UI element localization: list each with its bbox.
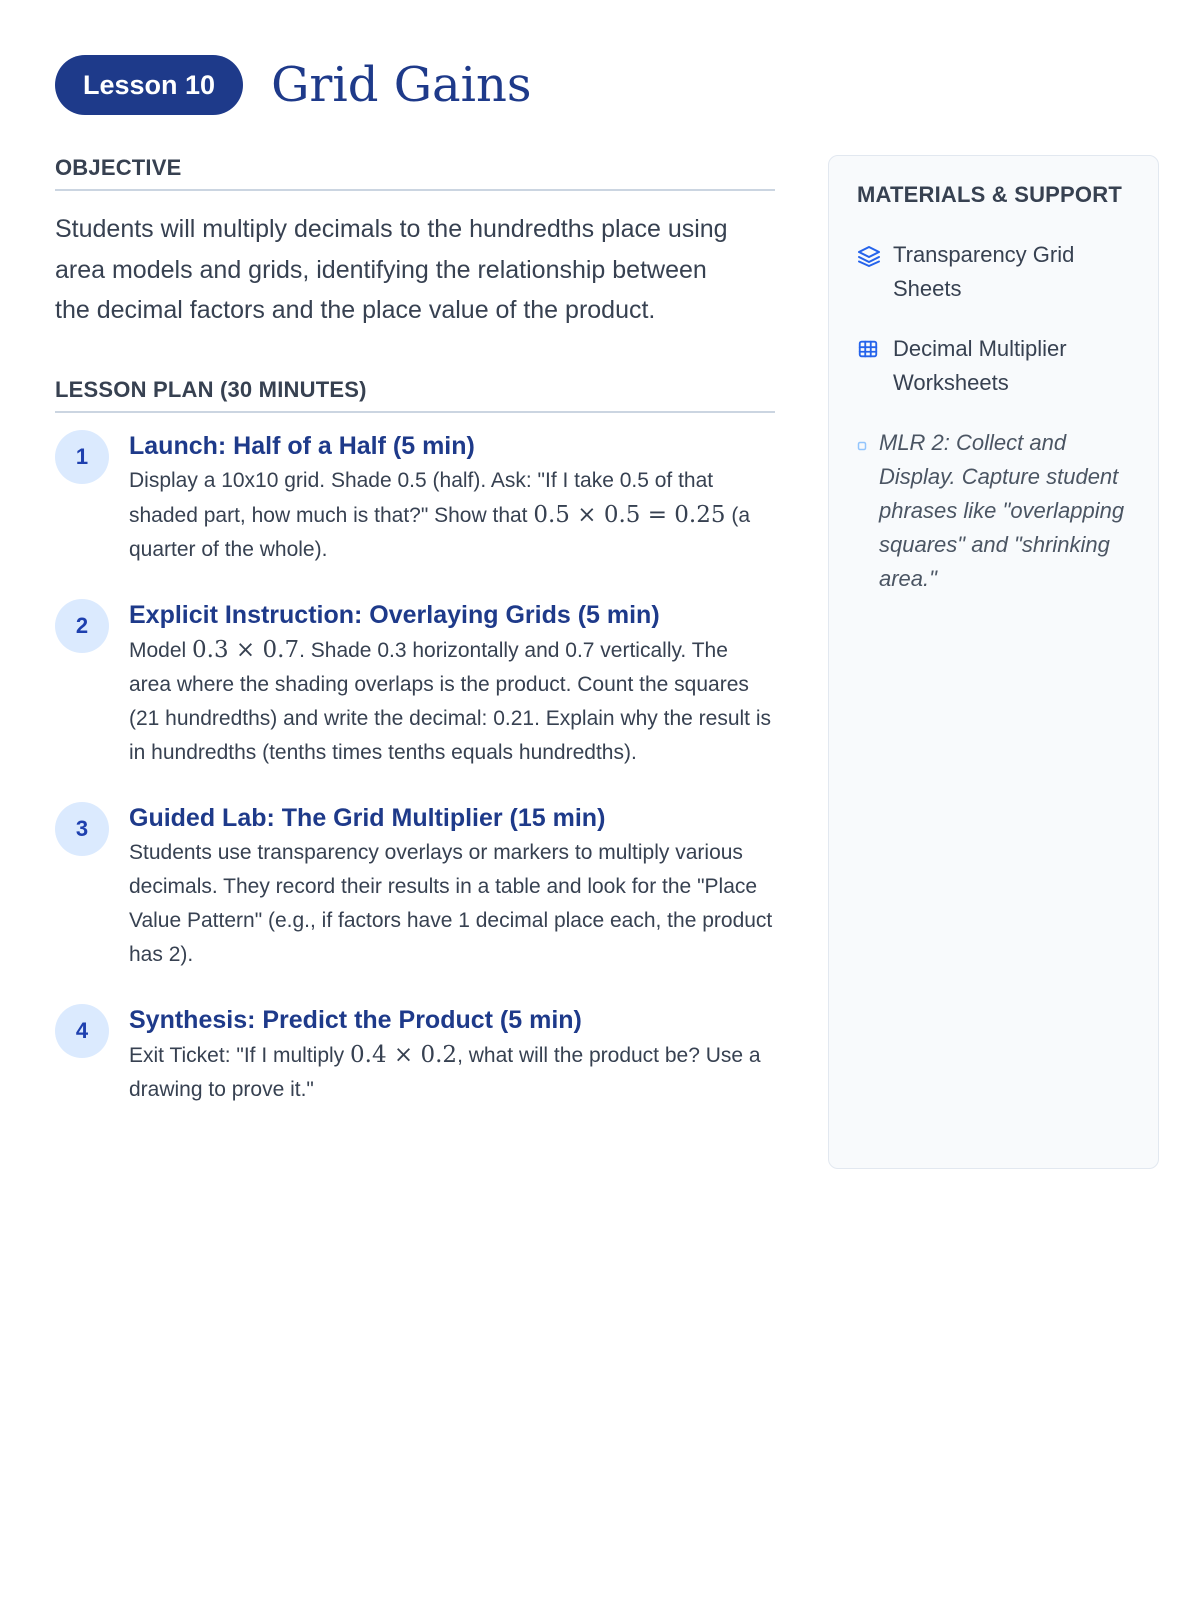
step-body (129, 1002, 775, 1107)
mlr-note (857, 426, 1130, 596)
table-icon (857, 338, 883, 365)
main-content (55, 155, 775, 1137)
step-text: Display a 10x10 grid. Shade 0.5 (half). Ask: "If I take 0.5 of that shaded part, how much is that?" Show that (129, 468, 714, 527)
material-item (857, 238, 1130, 306)
step-body (129, 428, 775, 567)
step-number-badge: 4 (55, 1004, 109, 1058)
step-body (129, 800, 775, 972)
lesson-steps-list (55, 428, 775, 1107)
step-text: , what will the product be? Use a drawing to prove it." (129, 1043, 761, 1101)
lesson-step (55, 597, 775, 770)
page-header (55, 55, 532, 115)
step-number-badge: 3 (55, 802, 109, 856)
lesson-step (55, 428, 775, 567)
step-body (129, 597, 775, 770)
materials-list (857, 238, 1130, 400)
step-text: . Shade 0.3 horizontally and 0.7 vertically. The area where the shading overlaps is the product. Count the squares (21 hundredths) and write the decimal: 0.21. Explain why the result is in hundredths (tenths times tenths equals hundredths). (129, 638, 772, 764)
objective-heading: OBJECTIVE (55, 155, 775, 191)
page-title: Grid Gains (271, 57, 532, 113)
lesson-badge: Lesson 10 (55, 55, 243, 115)
objective-text: Students will multiply decimals to the hundredths place using area models and grids, identifying the relationship between the decimal factors and the place value of the product. (55, 215, 728, 324)
mlr-text: MLR 2: Collect and Display. Capture student phrases like "overlapping squares" and "shrinking area." (879, 430, 1125, 591)
math-expression: 0.3 × 0.7 (192, 636, 300, 663)
small-square-bullet-icon (857, 438, 871, 456)
math-expression: 0.5 × 0.5 = 0.25 (533, 501, 726, 528)
step-number-badge: 1 (55, 430, 109, 484)
lesson-plan-heading: LESSON PLAN (30 MINUTES) (55, 377, 775, 413)
step-title: Launch: Half of a Half (5 min) (129, 431, 475, 460)
step-text: Model (129, 638, 193, 662)
step-title: Explicit Instruction: Overlaying Grids (5 min) (129, 600, 660, 629)
step-description (129, 1038, 775, 1107)
layers-icon (857, 244, 883, 273)
lesson-step (55, 800, 775, 972)
step-text: Exit Ticket: "If I multiply (129, 1043, 351, 1067)
step-number-badge: 2 (55, 599, 109, 653)
step-description (129, 464, 775, 567)
material-item (857, 332, 1130, 400)
step-text: Students use transparency overlays or markers to multiply various decimals. They record their results in a table and look for the "Place Value Pattern" (e.g., if factors have 1 decimal place each, the product has 2). (129, 840, 773, 966)
material-label: Transparency Grid Sheets (893, 242, 1075, 301)
material-label: Decimal Multiplier Worksheets (893, 336, 1067, 395)
step-description (129, 633, 775, 770)
step-title: Guided Lab: The Grid Multiplier (15 min) (129, 803, 606, 832)
step-description (129, 836, 775, 972)
materials-sidebar (828, 155, 1159, 1169)
sidebar-heading: MATERIALS & SUPPORT (857, 182, 1122, 207)
step-title: Synthesis: Predict the Product (5 min) (129, 1005, 582, 1034)
step-text: (a quarter of the whole). (129, 503, 751, 561)
math-expression: 0.4 × 0.2 (350, 1041, 458, 1068)
lesson-step (55, 1002, 775, 1107)
